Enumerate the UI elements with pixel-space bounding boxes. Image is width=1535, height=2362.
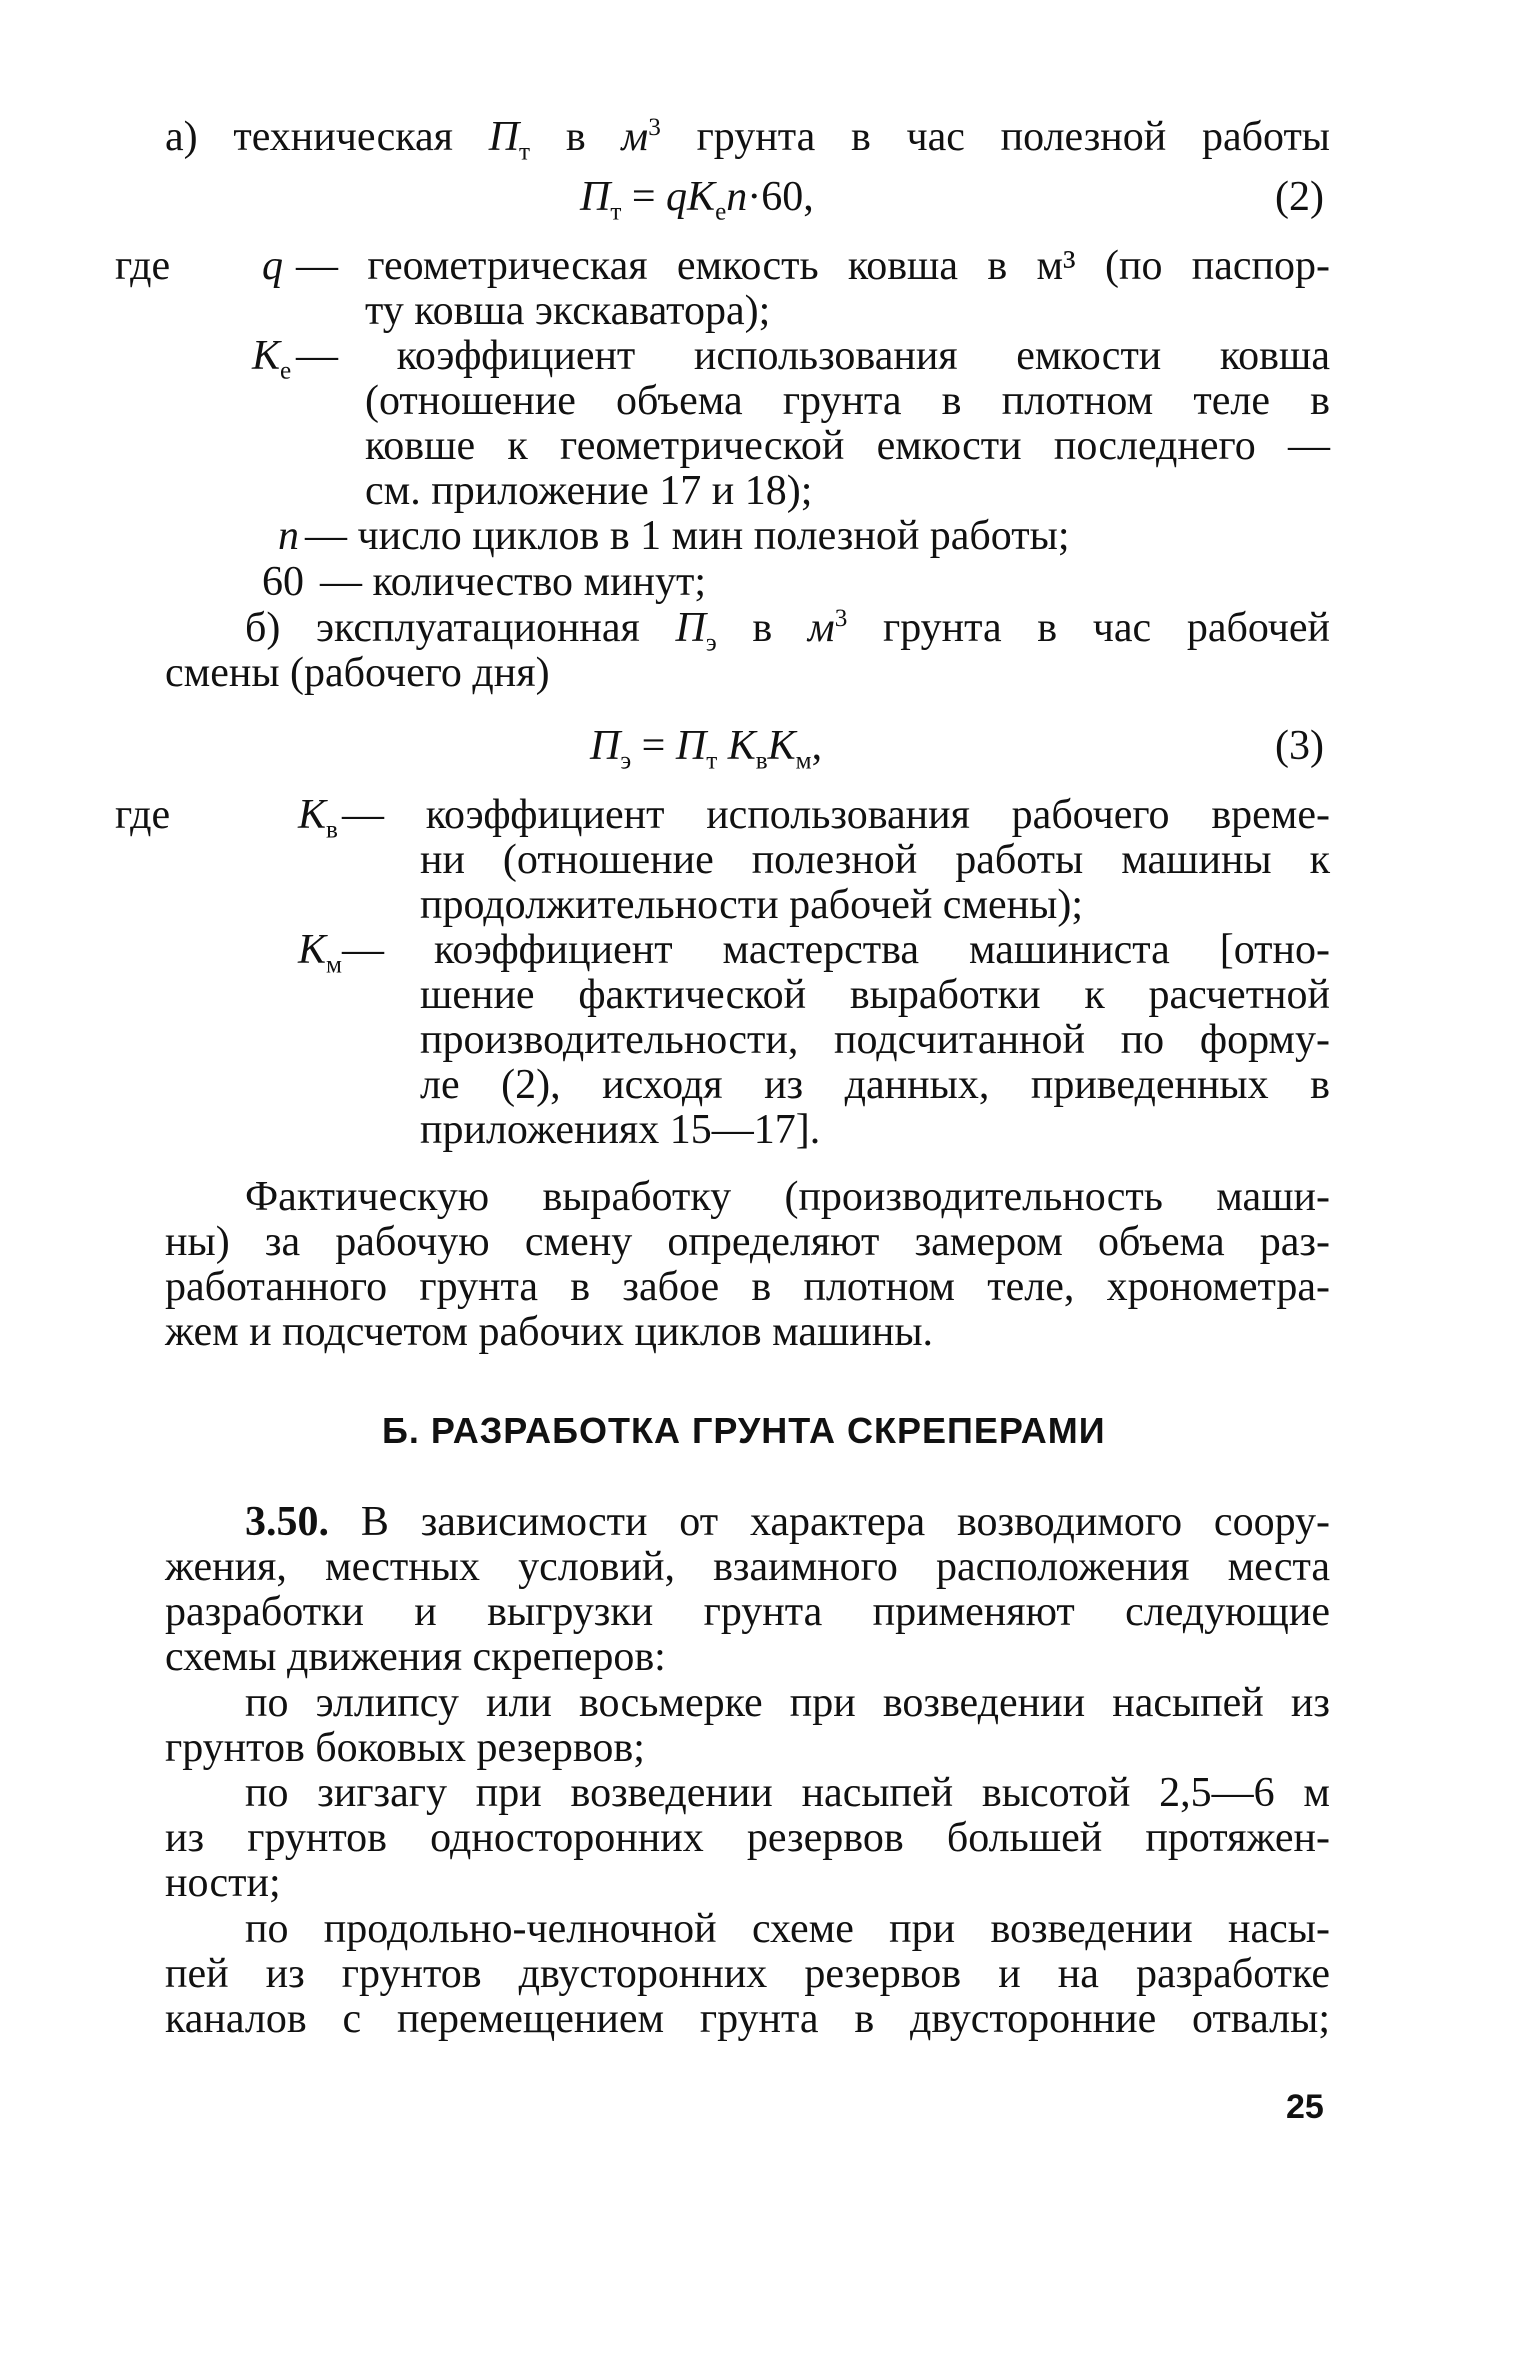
para-actual-line-2: ны) за рабочую смену определяют замером объема раз- [165, 1219, 1330, 1265]
def-ke-line-1: — коэффициент использования емкости ковша [296, 333, 1330, 379]
list-item-3-line-2: пей из грунтов двусторонних резервов и на разработке [165, 1951, 1330, 1997]
def-km-line-1: — коэффициент мастерства машиниста [отно- [342, 927, 1330, 973]
def-km-symbol: $K_м$ [298, 927, 342, 979]
list-item-1-line-2: грунтов боковых резервов; [165, 1725, 645, 1771]
def-kv-line-2: ни (отношение полезной работы машины к [420, 837, 1330, 883]
equation-2: $П_т = qK_еn\cdot 60$, [580, 174, 814, 226]
equation-2-number: (2) [1275, 174, 1324, 220]
def-kv-line-3: продолжительности рабочей смены); [420, 882, 1084, 928]
def-60-line-1: — количество минут; [320, 559, 707, 605]
def-n-symbol: n [278, 513, 299, 559]
def-ke-line-4: см. приложение 17 и 18); [365, 468, 813, 514]
list-item-1-line-1: по эллипсу или восьмерке при возведении насыпей из [245, 1680, 1330, 1726]
equation-3-number: (3) [1275, 723, 1324, 769]
para-350-line-1: 3.50. В зависимости от характера возводимого соору- [245, 1499, 1330, 1545]
def-60-symbol: 60 [262, 559, 304, 605]
where-label: где [115, 243, 171, 289]
para-actual-line-4: жем и подсчетом рабочих циклов машины. [165, 1309, 934, 1355]
def-km-line-5: приложениях 15—17]. [420, 1107, 821, 1153]
section-b-line-1: б) эксплуатационная $П_э$ в $м^3$ грунта в час рабочей [245, 605, 1331, 657]
def-kv-line-1: — коэффициент использования рабочего време- [342, 792, 1330, 838]
para-actual-line-3: работанного грунта в забое в плотном теле, хронометра- [165, 1264, 1330, 1310]
def-kv-symbol: $K_в$ [298, 792, 338, 844]
def-km-line-3: производительности, подсчитанной по форму- [420, 1017, 1330, 1063]
para-350-line-3: разработки и выгрузки грунта применяют следующие [165, 1589, 1330, 1635]
def-n-line-1: — число циклов в 1 мин полезной работы; [305, 513, 1070, 559]
para-actual-line-1: Фактическую выработку (производительность маши- [245, 1174, 1330, 1220]
def-q-line-2: ту ковша экскаватора); [365, 288, 771, 334]
equation-3: $П_э = П_т$ $K_вK_м$, [590, 723, 823, 775]
where-label-2: где [115, 792, 171, 838]
para-350-line-4: схемы движения скреперов: [165, 1634, 666, 1680]
def-ke-line-2: (отношение объема грунта в плотном теле в [365, 378, 1330, 424]
list-item-2-line-3: ности; [165, 1860, 281, 1906]
page-number: 25 [1286, 2088, 1324, 2126]
list-item-3-line-1: по продольно-челночной схеме при возведении насы- [245, 1906, 1330, 1952]
def-q-symbol: q [262, 243, 283, 289]
def-km-line-4: ле (2), исходя из данных, приведенных в [420, 1062, 1330, 1108]
section-a-line: а) техническая $П_т$ в $м^3$ грунта в час полезной работы [165, 114, 1331, 166]
list-item-2-line-1: по зигзагу при возведении насыпей высотой 2,5—6 м [245, 1770, 1330, 1816]
def-ke-symbol: $K_е$ [252, 333, 292, 385]
para-350-line-2: жения, местных условий, взаимного расположения места [165, 1544, 1330, 1590]
list-item-2-line-2: из грунтов односторонних резервов большей протяжен- [165, 1815, 1330, 1861]
section-b-line-2: смены (рабочего дня) [165, 650, 550, 696]
def-ke-line-3: ковше к геометрической емкости последнего — [365, 423, 1330, 469]
def-q-line-1: — геометрическая емкость ковша в м³ (по паспор- [296, 243, 1330, 289]
def-km-line-2: шение фактической выработки к расчетной [420, 972, 1330, 1018]
section-heading: Б. РАЗРАБОТКА ГРУНТА СКРЕПЕРАМИ [382, 1410, 1106, 1451]
list-item-3-line-3: каналов с перемещением грунта в двусторонние отвалы; [165, 1996, 1330, 2042]
